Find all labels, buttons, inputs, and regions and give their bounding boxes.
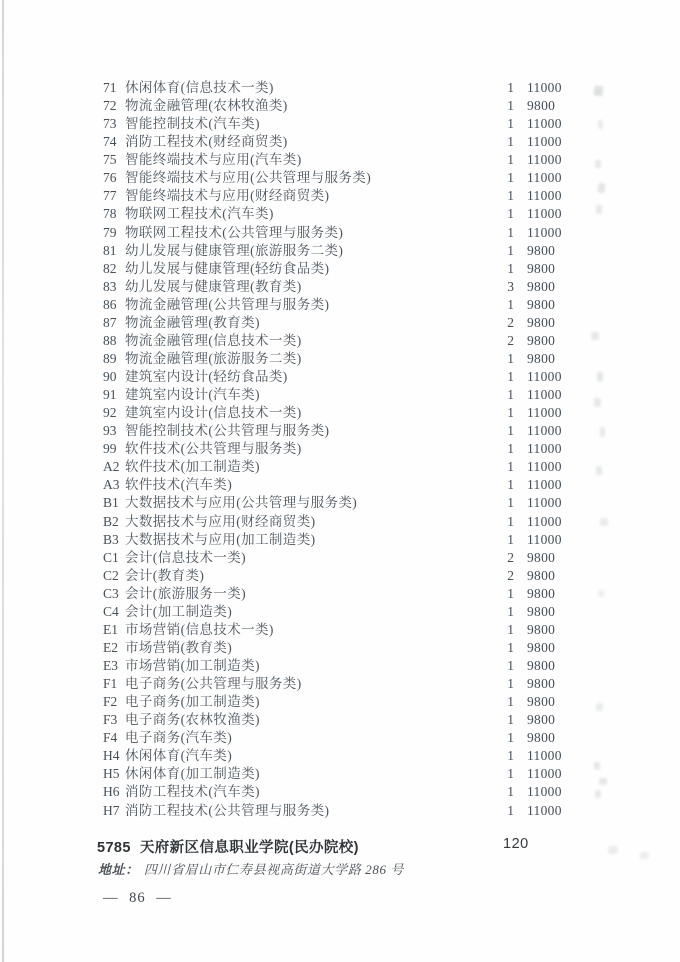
program-code: B2 (103, 513, 119, 529)
plan-count: 1 (507, 621, 514, 637)
tuition-fee: 9800 (527, 549, 556, 565)
school-code: 5785 (97, 840, 131, 856)
program-name: 电子商务(汽车类) (125, 730, 233, 746)
program-code: 78 (103, 206, 117, 222)
program-name: 智能终端技术与应用(公共管理与服务类) (125, 170, 372, 186)
tuition-fee: 9800 (527, 567, 556, 583)
tuition-fee: 9800 (527, 350, 556, 366)
program-code: H4 (103, 748, 120, 764)
bleedthrough-artifact (599, 778, 607, 785)
program-name: 休闲体育(加工制造类) (125, 766, 260, 782)
bleedthrough-artifact (596, 703, 603, 711)
plan-count: 1 (507, 80, 514, 95)
plan-count: 1 (507, 513, 514, 529)
plan-count: 2 (507, 567, 514, 583)
program-name: 休闲体育(汽车类) (125, 748, 233, 764)
plan-count: 2 (507, 314, 514, 330)
table-row (103, 296, 571, 314)
program-name: 会计(教育类) (125, 567, 205, 583)
program-code: 90 (103, 369, 117, 384)
program-code: 71 (103, 80, 117, 95)
program-name: 消防工程技术(财经商贸类) (125, 134, 288, 150)
tuition-fee: 9800 (527, 712, 556, 728)
tuition-fee: 9800 (527, 585, 556, 601)
table-row (103, 567, 571, 585)
plan-count: 1 (507, 748, 514, 764)
program-name: 幼儿发展与健康管理(教育类) (125, 278, 302, 294)
plan-count: 1 (507, 730, 514, 746)
program-code: 76 (103, 170, 117, 186)
program-name: 电子商务(公共管理与服务类) (125, 676, 302, 692)
tuition-fee: 11000 (527, 766, 562, 782)
tuition-fee: 9800 (527, 603, 556, 619)
plan-count: 1 (507, 495, 514, 511)
program-name: 物流金融管理(农林牧渔类) (125, 98, 288, 114)
program-code: 82 (103, 260, 117, 276)
tuition-fee: 11000 (527, 802, 562, 818)
tuition-fee: 11000 (527, 477, 562, 493)
plan-count: 1 (507, 405, 514, 421)
program-name: 软件技术(汽车类) (125, 477, 233, 493)
tuition-fee: 11000 (527, 531, 562, 547)
program-code: 74 (103, 134, 117, 150)
tuition-fee: 9800 (527, 242, 556, 258)
program-name: 智能控制技术(公共管理与服务类) (125, 423, 330, 439)
tuition-fee: 11000 (527, 423, 562, 439)
table-row (103, 675, 571, 693)
table-row (103, 314, 571, 332)
table-row (103, 549, 571, 567)
plan-count: 1 (507, 170, 514, 186)
bleedthrough-artifact (596, 205, 602, 214)
program-code: E1 (103, 621, 118, 637)
bleedthrough-artifact (597, 183, 605, 194)
table-row (103, 205, 571, 223)
school-address-line (98, 859, 404, 878)
tuition-fee: 11000 (527, 80, 562, 95)
bleedthrough-artifact (595, 466, 602, 476)
bleedthrough-artifact (597, 590, 604, 598)
tuition-fee: 11000 (527, 513, 562, 529)
table-row (103, 639, 571, 657)
tuition-fee: 9800 (527, 278, 556, 294)
program-code: F4 (103, 730, 118, 746)
plan-count: 1 (507, 98, 514, 114)
tuition-fee: 11000 (527, 116, 562, 132)
plan-count: 1 (507, 639, 514, 655)
table-row (103, 802, 571, 820)
plan-count: 1 (507, 802, 514, 818)
bleedthrough-artifact (595, 160, 601, 168)
bleedthrough-artifact (600, 518, 608, 526)
program-name: 智能控制技术(汽车类) (125, 116, 260, 132)
tuition-fee: 11000 (527, 369, 562, 384)
tuition-fee: 11000 (527, 206, 562, 222)
program-name: 物流金融管理(信息技术一类) (125, 332, 302, 348)
tuition-fee: 11000 (527, 459, 562, 475)
school-summary-line (97, 836, 567, 856)
program-code: A2 (103, 459, 120, 475)
tuition-fee: 11000 (527, 748, 562, 764)
table-row (103, 115, 571, 133)
program-code: 81 (103, 242, 117, 258)
table-row (103, 494, 571, 512)
table-row (103, 422, 571, 440)
table-row (103, 368, 571, 386)
table-row (103, 765, 571, 783)
program-code: 89 (103, 350, 117, 366)
tuition-fee: 9800 (527, 260, 556, 276)
program-code: E3 (103, 658, 118, 673)
program-name: 电子商务(加工制造类) (125, 694, 260, 710)
program-name: 物流金融管理(旅游服务二类) (125, 350, 302, 366)
bleedthrough-artifact (640, 852, 650, 860)
program-code: H7 (103, 802, 120, 818)
program-code: E2 (103, 639, 118, 655)
program-code: C1 (103, 549, 119, 565)
program-code: B1 (103, 495, 119, 511)
plan-count: 1 (507, 350, 514, 366)
program-name: 市场营销(加工制造类) (125, 658, 260, 673)
plan-count: 1 (507, 369, 514, 384)
program-table (103, 79, 571, 820)
table-row (103, 350, 571, 368)
program-name: 软件技术(加工制造类) (125, 459, 260, 475)
plan-count: 1 (507, 459, 514, 475)
program-name: 消防工程技术(公共管理与服务类) (125, 802, 330, 818)
total-plan-count: 120 (503, 836, 529, 852)
program-code: F3 (103, 712, 118, 728)
program-code: 93 (103, 423, 117, 439)
program-name: 电子商务(农林牧渔类) (125, 712, 260, 728)
plan-count: 1 (507, 134, 514, 150)
plan-count: 1 (507, 152, 514, 168)
program-name: 软件技术(公共管理与服务类) (125, 441, 302, 457)
tuition-fee: 11000 (527, 784, 562, 800)
table-row (103, 657, 571, 675)
table-row (103, 133, 571, 151)
program-code: 79 (103, 224, 117, 240)
program-name: 建筑室内设计(轻纺食品类) (125, 369, 288, 384)
plan-count: 1 (507, 188, 514, 204)
program-code: 92 (103, 405, 117, 421)
table-row (103, 603, 571, 621)
program-name: 建筑室内设计(信息技术一类) (125, 405, 302, 421)
program-name: 物流金融管理(公共管理与服务类) (125, 296, 330, 312)
table-row (103, 440, 571, 458)
table-row (103, 693, 571, 711)
program-code: F2 (103, 694, 118, 710)
plan-count: 1 (507, 224, 514, 240)
program-name: 会计(信息技术一类) (125, 549, 246, 565)
program-name: 会计(旅游服务一类) (125, 585, 246, 601)
school-name: 天府新区信息职业学院(民办院校) (139, 840, 359, 856)
table-row (103, 386, 571, 404)
program-code: 87 (103, 314, 117, 330)
bleedthrough-artifact (594, 398, 602, 408)
table-row (103, 513, 571, 531)
tuition-fee: 9800 (527, 676, 556, 692)
bleedthrough-artifact (598, 120, 604, 129)
tuition-fee: 11000 (527, 224, 562, 240)
tuition-fee: 11000 (527, 387, 562, 403)
table-row (103, 783, 571, 801)
program-code: 77 (103, 188, 117, 204)
program-name: 市场营销(信息技术一类) (125, 621, 274, 637)
table-row (103, 531, 571, 549)
tuition-fee: 9800 (527, 314, 556, 330)
tuition-fee: 9800 (527, 296, 556, 312)
program-code: 83 (103, 278, 117, 294)
tuition-fee: 11000 (527, 188, 562, 204)
tuition-fee: 11000 (527, 405, 562, 421)
program-name: 休闲体育(信息技术一类) (125, 80, 274, 95)
table-row (103, 278, 571, 296)
bleedthrough-artifact (593, 762, 600, 771)
table-row (103, 711, 571, 729)
plan-count: 1 (507, 441, 514, 457)
bleedthrough-artifact (608, 846, 618, 854)
tuition-fee: 9800 (527, 332, 556, 348)
plan-count: 1 (507, 477, 514, 493)
program-name: 大数据技术与应用(财经商贸类) (125, 513, 316, 529)
program-name: 幼儿发展与健康管理(轻纺食品类) (125, 260, 330, 276)
program-code: H6 (103, 784, 120, 800)
address-text: 四川省眉山市仁寿县视高街道大学路 286 号 (143, 862, 405, 877)
table-row (103, 242, 571, 260)
tuition-fee: 11000 (527, 170, 562, 186)
tuition-fee: 11000 (527, 441, 562, 457)
tuition-fee: 9800 (527, 621, 556, 637)
program-name: 物流金融管理(教育类) (125, 314, 260, 330)
table-row (103, 729, 571, 747)
program-code: H5 (103, 766, 120, 782)
table-row (103, 187, 571, 205)
bleedthrough-artifact (594, 86, 604, 97)
program-name: 物联网工程技术(汽车类) (125, 206, 274, 222)
table-row (103, 332, 571, 350)
plan-count: 1 (507, 387, 514, 403)
table-row (103, 585, 571, 603)
tuition-fee: 11000 (527, 134, 562, 150)
plan-count: 1 (507, 603, 514, 619)
program-code: 86 (103, 296, 117, 312)
tuition-fee: 9800 (527, 730, 556, 746)
program-code: 91 (103, 387, 117, 403)
tuition-fee: 9800 (527, 694, 556, 710)
plan-count: 1 (507, 712, 514, 728)
program-name: 大数据技术与应用(公共管理与服务类) (125, 495, 358, 511)
plan-count: 1 (507, 260, 514, 276)
tuition-fee: 9800 (527, 98, 556, 114)
program-code: 99 (103, 441, 117, 457)
page-number: — 86 — (103, 890, 172, 906)
plan-count: 1 (507, 766, 514, 782)
plan-count: 3 (507, 278, 514, 294)
plan-count: 1 (507, 784, 514, 800)
plan-count: 1 (507, 206, 514, 222)
plan-count: 1 (507, 676, 514, 692)
program-code: 72 (103, 98, 117, 114)
table-row (103, 621, 571, 639)
address-label: 地址： (98, 862, 139, 877)
tuition-fee: 9800 (527, 658, 556, 673)
plan-count: 1 (507, 423, 514, 439)
plan-count: 1 (507, 694, 514, 710)
tuition-fee: 11000 (527, 152, 562, 168)
table-row (103, 404, 571, 422)
table-row (103, 97, 571, 115)
scan-edge-artifact (2, 0, 4, 962)
plan-count: 1 (507, 531, 514, 547)
program-code: C3 (103, 585, 119, 601)
tuition-fee: 11000 (527, 495, 562, 511)
table-row (103, 747, 571, 765)
plan-count: 2 (507, 549, 514, 565)
program-name: 市场营销(教育类) (125, 639, 233, 655)
bleedthrough-artifact (591, 332, 600, 341)
bleedthrough-artifact (595, 790, 602, 799)
table-row (103, 224, 571, 242)
program-name: 建筑室内设计(汽车类) (125, 387, 260, 403)
plan-count: 1 (507, 585, 514, 601)
table-row (103, 151, 571, 169)
table-row (103, 79, 571, 97)
program-name: 智能终端技术与应用(财经商贸类) (125, 188, 330, 204)
program-code: 75 (103, 152, 117, 168)
table-row (103, 169, 571, 187)
program-code: A3 (103, 477, 120, 493)
plan-count: 1 (507, 116, 514, 132)
program-code: C2 (103, 567, 119, 583)
table-row (103, 476, 571, 494)
program-name: 会计(加工制造类) (125, 603, 233, 619)
plan-count: 2 (507, 332, 514, 348)
table-row (103, 260, 571, 278)
program-code: B3 (103, 531, 119, 547)
program-code: C4 (103, 603, 119, 619)
program-name: 消防工程技术(汽车类) (125, 784, 260, 800)
program-name: 幼儿发展与健康管理(旅游服务二类) (125, 242, 344, 258)
plan-count: 1 (507, 296, 514, 312)
program-name: 物联网工程技术(公共管理与服务类) (125, 224, 344, 240)
tuition-fee: 9800 (527, 639, 556, 655)
program-name: 大数据技术与应用(加工制造类) (125, 531, 316, 547)
bleedthrough-artifact (597, 372, 603, 382)
program-code: 88 (103, 332, 117, 348)
program-name: 智能终端技术与应用(汽车类) (125, 152, 302, 168)
table-row (103, 458, 571, 476)
bleedthrough-artifact (600, 427, 605, 437)
plan-count: 1 (507, 242, 514, 258)
program-code: 73 (103, 116, 117, 132)
plan-count: 1 (507, 658, 514, 673)
program-code: F1 (103, 676, 118, 692)
